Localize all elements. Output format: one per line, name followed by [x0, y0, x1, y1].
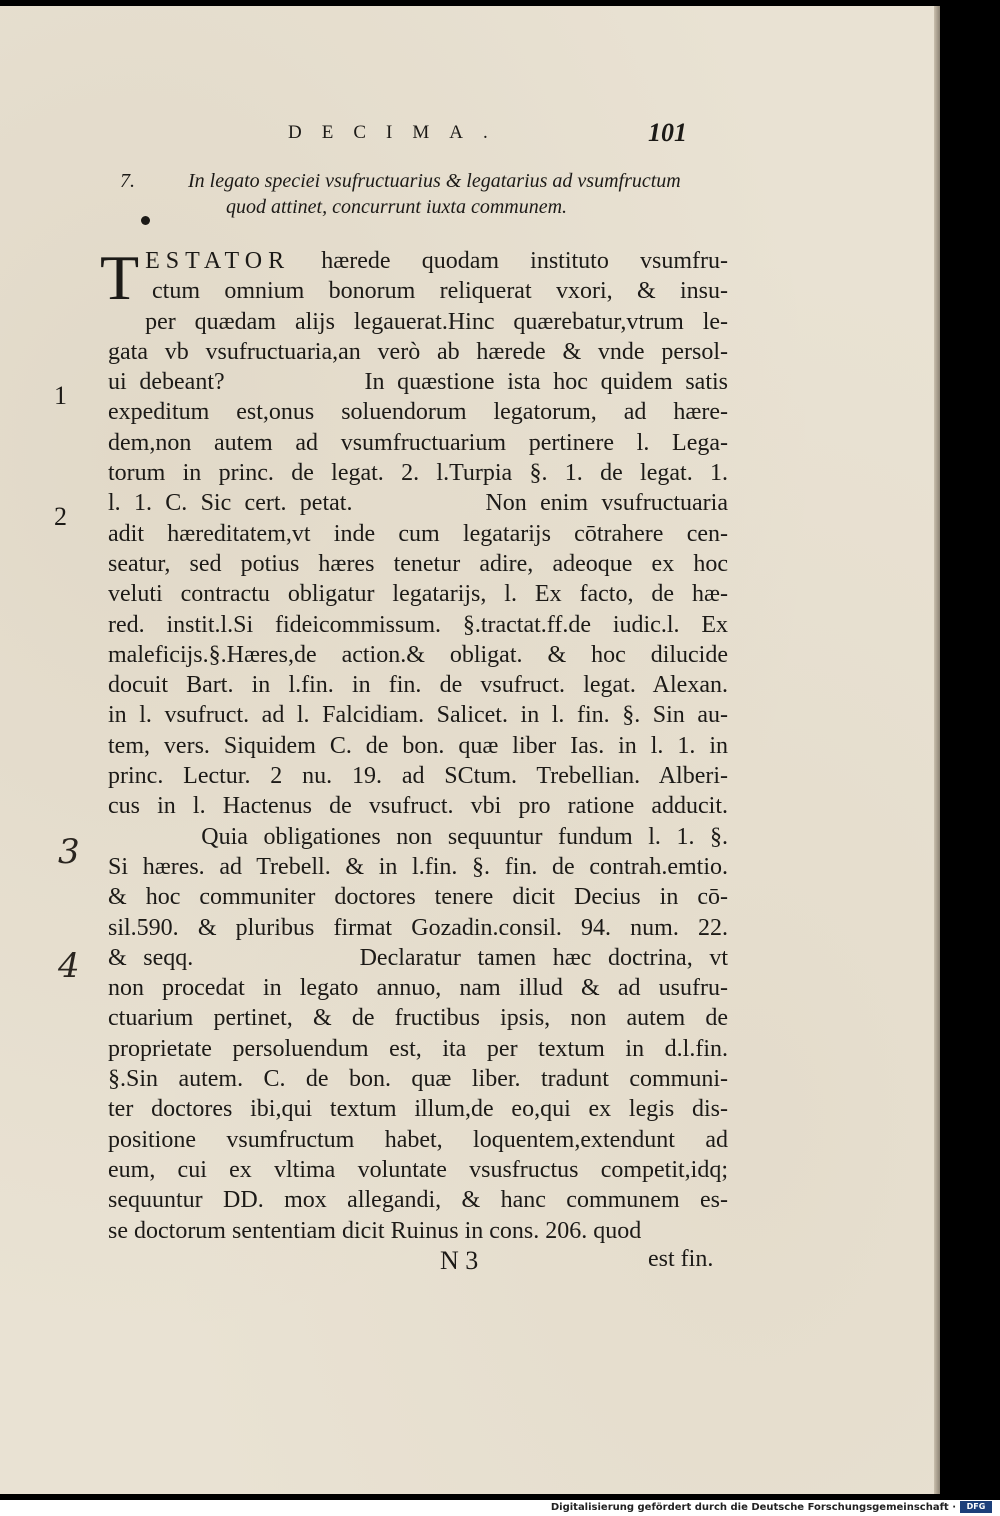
text-line: in l. vsufruct. ad l. Falcidiam. Salicet. in l. fin. §. Sin au-	[108, 702, 728, 729]
text-line: ter doctores ibi,qui textum illum,de eo,qui ex legis dis-	[108, 1096, 728, 1123]
text-line: non procedat in legato annuo, nam illud & ad usufru-	[108, 975, 728, 1002]
text-line: se doctorum sententiam dicit Ruinus in cons. 206. quod	[108, 1217, 642, 1244]
text-line: Quia obligationes non sequuntur fundum l. 1. §.	[108, 823, 728, 850]
running-title: DECIMA.	[288, 122, 508, 143]
margin-number: 1	[54, 381, 67, 410]
text-run: hærede quodam instituto vsumfru-	[321, 248, 728, 274]
text-line: maleficijs.§.Hæres,de action.& obligat. & hoc dilucide	[108, 641, 728, 668]
text-lines	[108, 276, 728, 1246]
funding-note: Digitalisierung gefördert durch die Deutsche Forschungsgemeinschaft ·	[550, 1502, 956, 1513]
signature-mark: N 3	[440, 1246, 479, 1275]
catchword: est fin.	[648, 1246, 714, 1272]
text-line: cus in l. Hactenus de vsufruct. vbi pro ratione adducit.	[108, 793, 728, 820]
text-line: per quædam alijs legauerat.Hinc quærebatur,vtrum le-	[145, 308, 728, 335]
page-number: 101	[648, 118, 687, 147]
book-page	[0, 6, 934, 1494]
ink-dot	[141, 216, 150, 225]
text-line: expeditum est,onus soluendorum legatorum, ad hære-	[108, 399, 728, 426]
summary-line: quod attinet, concurrunt iuxta communem.	[226, 196, 568, 218]
text-line: adit hæreditatem,vt inde cum legatarijs cōtrahere cen-	[108, 520, 728, 547]
body-text	[100, 242, 728, 1246]
text-line: proprietate persoluendum est, ita per textum in d.l.fin.	[108, 1035, 728, 1062]
summary-line: In legato speciei vsufructuarius & legatarius ad vsumfructum	[188, 170, 681, 192]
text-line: docuit Bart. in l.fin. in fin. de vsufruct. legat. Alexan.	[108, 672, 728, 699]
text-line: sequuntur DD. mox allegandi, & hanc communem es-	[108, 1187, 728, 1214]
margin-number: 2	[54, 502, 67, 531]
drop-cap: T	[100, 242, 140, 313]
text-line: ctuarium pertinet, & de fructibus ipsis, non autem de	[108, 1005, 728, 1032]
handwritten-margin-number: 3	[58, 832, 80, 872]
text-line: positione vsumfructum habet, loquentem,extendunt ad	[108, 1126, 728, 1153]
text-line: ui debeant? In quæstione ista hoc quidem satis	[108, 369, 728, 396]
text-line: & hoc communiter doctores tenere dicit Decius in cō-	[108, 884, 728, 911]
running-head	[0, 118, 934, 152]
text-line: seatur, sed potius hæres tenetur adire, adeoque ex hoc	[108, 550, 728, 577]
handwritten-margin-number: 4	[58, 946, 80, 986]
text-line: red. instit.l.Si fideicommissum. §.tractat.ff.de iudic.l. Ex	[108, 611, 728, 638]
text-line: l. 1. C. Sic cert. petat. Non enim vsufructuaria	[108, 490, 728, 517]
text-line: torum in princ. de legat. 2. l.Turpia §. 1. de legat. 1.	[108, 460, 728, 487]
summary-number: 7.	[120, 170, 135, 192]
text-line: gata vb vsufructuaria,an verò ab hærede & vnde persol-	[108, 338, 728, 365]
text-line: sil.590. & pluribus firmat Gozadin.consil. 94. num. 22.	[108, 914, 728, 941]
dfg-logo: DFG	[960, 1501, 992, 1513]
small-caps-word: ESTATOR	[145, 248, 291, 274]
text-line: & seqq. Declaratur tamen hæc doctrina, vt	[108, 944, 728, 971]
text-line: ctum omnium bonorum reliquerat vxori, & insu-	[152, 278, 728, 305]
text-line: Si hæres. ad Trebell. & in l.fin. §. fin. de contrah.emtio.	[108, 853, 728, 880]
text-line: princ. Lectur. 2 nu. 19. ad SCtum. Trebellian. Alberi-	[108, 763, 728, 790]
page-edge	[934, 6, 940, 1494]
text-line: eum, cui ex vltima voluntate vsusfructus competit,idq;	[108, 1156, 728, 1183]
text-line: dem,non autem ad vsumfructuarium pertinere l. Lega-	[108, 429, 728, 456]
text-line: §.Sin autem. C. de bon. quæ liber. tradunt communi-	[108, 1066, 728, 1093]
summary-note	[120, 166, 740, 226]
text-line: tem, vers. Siquidem C. de bon. quæ liber Ias. in l. 1. in	[108, 732, 728, 759]
text-line: veluti contractu obligatur legatarijs, l. Ex facto, de hæ-	[108, 581, 728, 608]
